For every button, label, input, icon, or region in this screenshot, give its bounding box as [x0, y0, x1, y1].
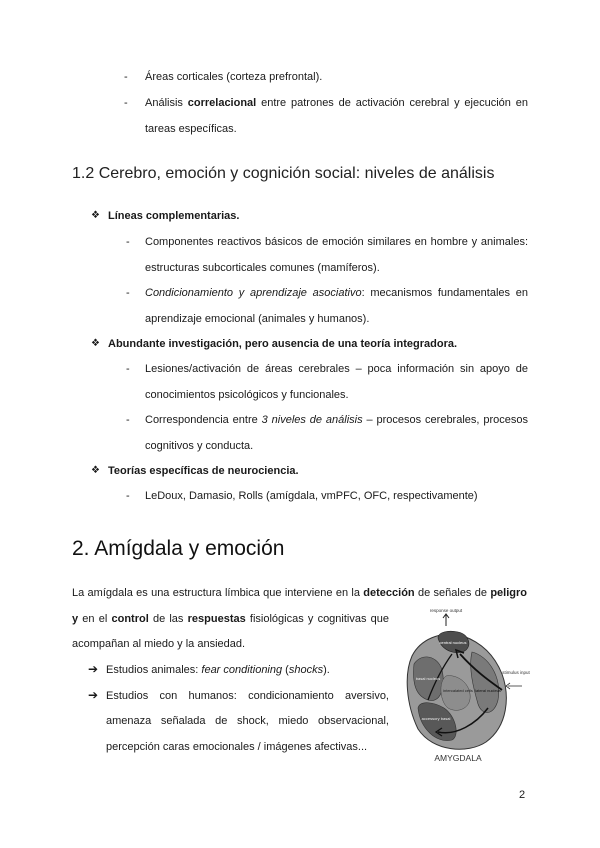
group-3-item-1: LeDoux, Damasio, Rolls (amígdala, vmPFC, OFC, respectivamente) [145, 490, 478, 502]
group-2-item-2: Correspondencia entre 3 niveles de análisis – procesos cerebrales, procesos [145, 414, 528, 426]
dash-bullet: - [126, 414, 130, 426]
bullet-human-studies-cont-1: amenaza señalada de shock, miedo observacional, [106, 715, 389, 727]
label-accessory-basal: accessory basal [421, 716, 451, 721]
intro-line-1: La amígdala es una estructura límbica que interviene en la detección de señales de peligro [72, 587, 527, 599]
top-list-item-1: Áreas corticales (corteza prefrontal). [145, 71, 323, 83]
arrow-right-icon: ➔ [88, 688, 99, 702]
group-title-3: Teorías específicas de neurociencia. [108, 465, 299, 477]
label-stimulus-input: stimulus input [502, 670, 530, 675]
group-1-item-1-cont: estructuras subcorticales comunes (mamíferos). [145, 262, 380, 274]
dash-bullet: - [126, 490, 130, 502]
group-title-1: Líneas complementarias. [108, 210, 240, 222]
intro-line-3: acompañan al miedo y la ansiedad. [72, 638, 246, 650]
diamond-bullet-icon: ❖ [91, 210, 100, 221]
group-title-2: Abundante investigación, pero ausencia de una teoría integradora. [108, 338, 458, 350]
label-response-output: response output [429, 608, 463, 613]
group-1-item-2-cont: aprendizaje emocional (animales y humanos). [145, 313, 370, 325]
diamond-bullet-icon: ❖ [91, 338, 100, 349]
figure-caption: AMYGDALA [434, 753, 482, 763]
diamond-bullet-icon: ❖ [91, 465, 100, 476]
dash-bullet: - [126, 363, 130, 375]
bullet-human-studies: Estudios con humanos: condicionamiento aversivo, [106, 690, 389, 702]
section-heading-1-2: 1.2 Cerebro, emoción y cognición social: niveles de análisis [72, 165, 495, 182]
label-lateral-nucleus: lateral nucleus [475, 688, 501, 693]
dash-bullet: - [124, 71, 128, 83]
bullet-animal-studies: Estudios animales: fear conditioning (shocks). [106, 664, 330, 676]
label-intercalated-cells: intercalated cells [443, 688, 473, 693]
group-1-item-1: Componentes reactivos básicos de emoción similares en hombre y animales: [145, 236, 528, 248]
top-list-item-2-cont: tareas específicas. [145, 123, 237, 135]
intro-line-2: y en el control de las respuestas fisiológicas y cognitivas que [72, 613, 390, 625]
bullet-human-studies-cont-2: percepción caras emocionales / imágenes afectivas... [106, 741, 368, 753]
group-1-item-2: Condicionamiento y aprendizaje asociativo: mecanismos fundamentales en [145, 287, 528, 299]
amygdala-diagram [398, 604, 530, 766]
dash-bullet: - [126, 236, 130, 248]
label-basal-nucleus: basal nucleus [415, 676, 441, 681]
group-2-item-1: Lesiones/activación de áreas cerebrales – poca información sin apoyo de [145, 363, 528, 375]
arrow-right-icon: ➔ [88, 662, 99, 676]
top-list-item-2: Análisis correlacional entre patrones de activación cerebral y ejecución en [145, 97, 528, 109]
page-number: 2 [519, 789, 526, 801]
group-2-item-1-cont: conocimientos psicológicos y funcionales. [145, 389, 349, 401]
dash-bullet: - [124, 97, 128, 109]
dash-bullet: - [126, 287, 130, 299]
group-2-item-2-cont: cognitivos y conducta. [145, 440, 254, 452]
section-heading-2: 2. Amígdala y emoción [72, 537, 285, 560]
label-central-nucleus: central nucleus [439, 640, 467, 645]
